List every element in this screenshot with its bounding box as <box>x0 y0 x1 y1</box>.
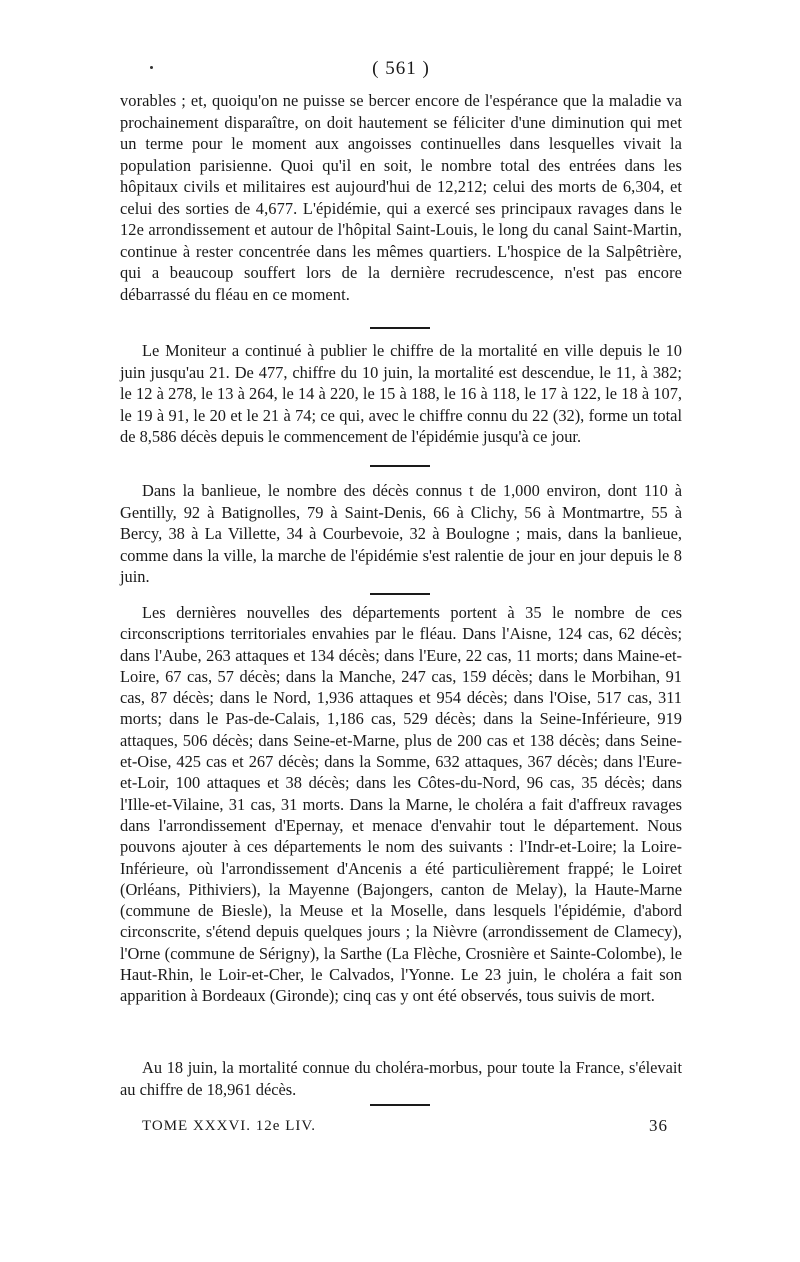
page-number: ( 561 ) <box>372 58 430 79</box>
footer-rule <box>370 1104 430 1106</box>
paragraph-2: Le Moniteur a continué à publier le chiffre de la mortalité en ville depuis le 10 juin jusqu'au 21. De 477, chiffre du 10 juin, la mortalité est descendue, le 11, à 382; le 12 à 278, le 13 à 264, le 14 à 220, le 15 à 188, le 16 à 118, le 17 à 122, le 18 à 107, le 19 à 91, le 20 et le 21 à 74; ce qui, avec le chiffre connu du 22 (32), forme un total de 8,586 décès depuis le commencement de l'épidémie jusqu'à ce jour. <box>120 341 682 446</box>
separator-rule <box>370 593 430 595</box>
volume-reference: TOME XXXVI. 12e LIV. <box>142 1118 317 1134</box>
signature-mark: 36 <box>649 1116 668 1135</box>
document-page <box>120 0 682 1262</box>
separator-rule <box>370 327 430 329</box>
paragraph-4: Les dernières nouvelles des départements portent à 35 le nombre de ces circonscriptions territoriales envahies par le fléau. Dans l'Aisne, 124 cas, 62 décès; dans l'Aube, 263 attaques et 134 décès; dans l'Eure, 22 cas, 11 morts; dans Maine-et-Loire, 67 cas, 57 décès; dans la Manche, 247 cas, 159 décès; dans le Morbihan, 91 cas, 87 décès; dans le Nord, 1,936 attaques et 954 décès; dans l'Oise, 517 cas, 311 morts; dans le Pas-de-Calais, 1,186 cas, 529 décès; dans la Seine-Inférieure, 919 attaques, 506 décès; dans Seine-et-Marne, plus de 200 cas et 138 décès; dans Seine-et-Oise, 425 cas et 267 décès; dans la Somme, 632 attaques, 367 décès; dans l'Eure-et-Loir, 100 attaques et 38 décès; dans les Côtes-du-Nord, 96 cas, 35 décès; dans l'Ille-et-Vilaine, 31 cas, 31 morts. Dans la Marne, le choléra a fait d'affreux ravages dans l'arrondissement d'Epernay, et menace d'envahir tout le département. Nous pouvons ajouter à ces départements le nom des suivants : l'Indr-et-Loire; la Loire-Inférieure, où l'arrondissement d'Ancenis a été particulièrement frappé; le Loiret (Orléans, Pithiviers), la Mayenne (Bajongers, canton de Melay), la Haute-Marne (commune de Biesle), la Meuse et la Moselle, dans lesquels l'épidémie, d'abord circonscrite, s'étend depuis quelques jours ; la Nièvre (arrondissement de Clamecy), l'Orne (commune de Sérigny), la Sarthe (La Flèche, Crosnière et Sainte-Colombe), le Haut-Rhin, le Loir-et-Cher, le Calvados, l'Yonne. Le 23 juin, le choléra a fait son apparition à Bordeaux (Gironde); cinq cas y ont été observés, tous suivis de mort. <box>120 603 682 1006</box>
separator-rule <box>370 465 430 467</box>
paragraph-3: Dans la banlieue, le nombre des décès connus t de 1,000 environ, dont 110 à Gentilly, 92 à Batignolles, 79 à Saint-Denis, 66 à Clichy, 56 à Montmartre, 55 à Bercy, 38 à La Villette, 34 à Courbevoie, 32 à Boulogne ; mais, dans la banlieue, comme dans la ville, la marche de l'épidémie s'est ralentie de jour en jour depuis le 8 juin. <box>120 481 682 586</box>
paragraph-5: Au 18 juin, la mortalité connue du choléra-morbus, pour toute la France, s'élevait au chiffre de 18,961 décès. <box>120 1058 682 1099</box>
paragraph-1: vorables ; et, quoiqu'on ne puisse se bercer encore de l'espérance que la maladie va prochainement disparaître, on doit hautement se féliciter d'une diminution qui met un terme pour le moment aux angoisses continuelles dans lesquelles vivait la population parisienne. Quoi qu'il en soit, le nombre total des entrées dans les hôpitaux civils et militaires est aujourd'hui de 12,212; celui des morts de 6,304, et celui des sorties de 4,677. L'épidémie, qui a exercé ses principaux ravages dans le 12e arrondissement et autour de l'hôpital Saint-Louis, le long du canal Saint-Martin, continue à rester concentrée dans les mêmes quartiers. L'hospice de la Salpêtrière, qui a beaucoup souffert lors de la dernière recrudescence, n'est pas encore débarrassé du fléau en ce moment. <box>120 91 682 304</box>
